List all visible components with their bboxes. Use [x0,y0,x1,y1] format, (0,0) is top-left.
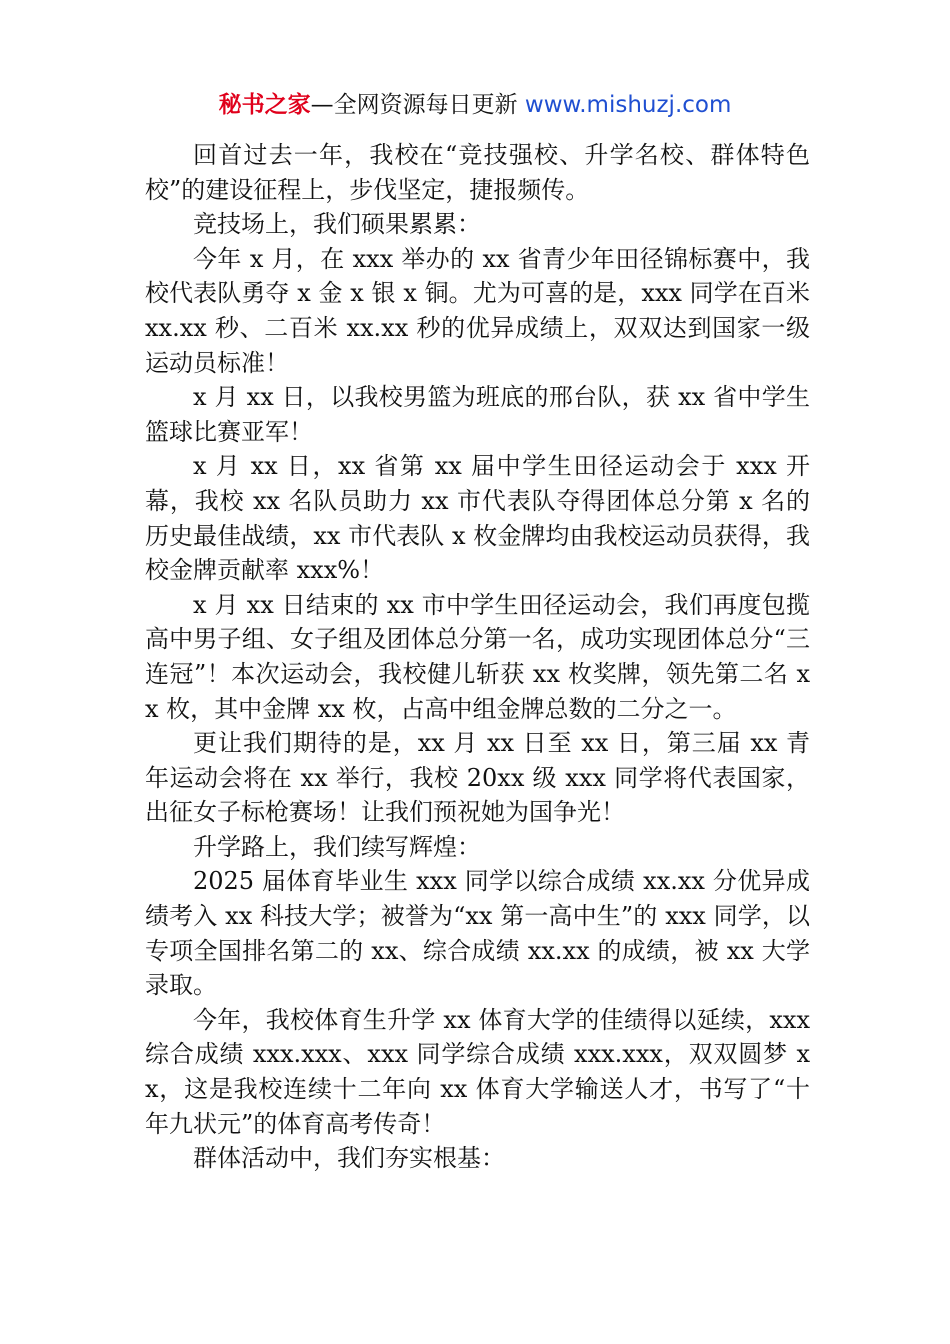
document-body [145,138,810,1176]
site-url-link[interactable]: www.mishuzj.com [524,92,732,118]
section-heading-admissions: 升学路上，我们续写辉煌： [193,832,481,861]
section-heading-group-activities: 群体活动中，我们夯实根基： [193,1144,505,1173]
paragraph-track-championship: 今年 x 月，在 xxx 举办的 xx 省青少年田径锦标赛中，我校代表队勇夺 x 金 x 银 x 铜。尤为可喜的是，xxx 同学在百米 xx.xx 秒、二百米 xx.xx 秒的优异成绩上，双双达到国家一级运动员标准！ [145,244,810,377]
site-header [0,88,950,122]
paragraph-intro: 回首过去一年，我校在“竞技强校、升学名校、群体特色校”的建设征程上，步伐坚定，捷报频传。 [145,141,810,204]
section-heading-competition: 竞技场上，我们硕果累累： [193,210,481,239]
paragraph-youth-games: 更让我们期待的是，xx 月 xx 日至 xx 日，第三届 xx 青年运动会将在 xx 举行，我校 20xx 级 xxx 同学将代表国家，出征女子标枪赛场！让我们预祝她为国争光！ [145,729,810,827]
brand-name: 秘书之家 [218,92,311,118]
paragraph-provincial-games: x 月 xx 日，xx 省第 xx 届中学生田径运动会于 xxx 开幕，我校 xx 名队员助力 xx 市代表队夺得团体总分第 x 名的历史最佳战绩，xx 市代表队 x 枚金牌均由我校运动员获得，我校金牌贡献率 xxx%！ [145,452,810,585]
paragraph-graduates: 2025 届体育毕业生 xxx 同学以综合成绩 xx.xx 分优异成绩考入 xx 科技大学；被誉为“xx 第一高中生”的 xxx 同学，以专项全国排名第二的 xx、综合成绩 xx.xx 的成绩，被 xx 大学录取。 [145,867,810,1000]
paragraph-basketball: x 月 xx 日，以我校男篮为班底的邢台队，获 xx 省中学生篮球比赛亚军！ [145,383,810,446]
paragraph-sports-university: 今年，我校体育生升学 xx 体育大学的佳绩得以延续，xxx 综合成绩 xxx.xxx、xxx 同学综合成绩 xxx.xxx，双双圆梦 xx，这是我校连续十二年向 xx 体育大学输送人才，书写了“十年九状元”的体育高考传奇！ [145,1005,810,1138]
paragraph-city-games: x 月 xx 日结束的 xx 市中学生田径运动会，我们再度包揽高中男子组、女子组及团体总分第一名，成功实现团体总分“三连冠”！本次运动会，我校健儿斩获 xx 枚奖牌，领先第二名 xx 枚，其中金牌 xx 枚，占高中组金牌总数的二分之一。 [145,590,810,723]
header-tagline: —全网资源每日更新 [310,92,525,118]
